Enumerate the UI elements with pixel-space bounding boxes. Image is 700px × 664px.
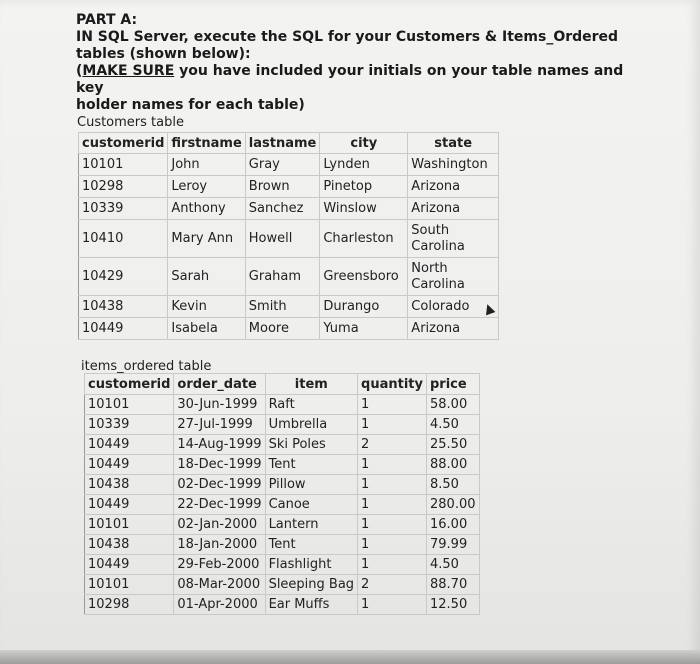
table-cell: Washington — [408, 154, 499, 176]
items-ordered-table — [84, 373, 480, 615]
table-cell: North Carolina — [408, 258, 499, 296]
table-cell: Arizona — [408, 176, 499, 198]
table-cell: 10438 — [85, 475, 174, 495]
table-cell: 1 — [358, 455, 427, 475]
table-cell: Umbrella — [265, 415, 357, 435]
table-cell: Moore — [245, 318, 320, 340]
table-cell: 4.50 — [427, 555, 480, 575]
table-cell: South Carolina — [408, 220, 499, 258]
table-cell: John — [168, 154, 245, 176]
table-cell: Tent — [265, 535, 357, 555]
table-cell: 2 — [358, 435, 427, 455]
table-cell: Sanchez — [245, 198, 320, 220]
column-header: city — [320, 133, 408, 154]
table-cell: 02-Dec-1999 — [174, 475, 265, 495]
heading-text: ( — [76, 63, 83, 79]
table-cell: 10101 — [85, 575, 174, 595]
table-cell: 10438 — [79, 296, 168, 318]
table-cell: Flashlight — [265, 555, 357, 575]
table-cell: 25.50 — [427, 435, 480, 455]
table-cell: 1 — [358, 555, 427, 575]
table-row — [85, 595, 480, 615]
table-cell: 10438 — [85, 535, 174, 555]
table-row — [85, 435, 480, 455]
heading-line: holder names for each table) — [76, 97, 305, 113]
table-cell: Kevin — [168, 296, 245, 318]
table-row — [79, 258, 499, 296]
table-cell: 29-Feb-2000 — [174, 555, 265, 575]
table-cell: 1 — [358, 415, 427, 435]
table-cell: 1 — [358, 495, 427, 515]
table-row — [85, 535, 480, 555]
make-sure-emphasis: MAKE SURE — [82, 63, 175, 79]
table-row — [79, 220, 499, 258]
customers-header-row — [79, 133, 499, 154]
items-header-row — [85, 374, 480, 395]
table-row — [79, 154, 499, 176]
column-header: customerid — [79, 133, 168, 154]
column-header: firstname — [168, 133, 245, 154]
table-cell: 14-Aug-1999 — [174, 435, 265, 455]
table-row — [85, 475, 480, 495]
table-cell: 10298 — [85, 595, 174, 615]
table-cell: Ski Poles — [265, 435, 357, 455]
table-cell: 10449 — [85, 555, 174, 575]
table-cell: 58.00 — [427, 395, 480, 415]
table-cell: Mary Ann — [168, 220, 245, 258]
table-cell: 16.00 — [427, 515, 480, 535]
table-cell: 1 — [358, 515, 427, 535]
table-cell: 1 — [358, 595, 427, 615]
table-cell: 10339 — [79, 198, 168, 220]
table-cell: Lynden — [320, 154, 408, 176]
table-cell: 18-Dec-1999 — [174, 455, 265, 475]
table-row — [85, 575, 480, 595]
column-header: lastname — [245, 133, 320, 154]
table-cell: Howell — [245, 220, 320, 258]
table-cell: Canoe — [265, 495, 357, 515]
table-cell: 10449 — [85, 495, 174, 515]
customers-caption: Customers table — [77, 115, 184, 130]
column-header: order_date — [174, 374, 265, 395]
table-row — [85, 555, 480, 575]
table-cell: Ear Muffs — [265, 595, 357, 615]
table-cell: Yuma — [320, 318, 408, 340]
table-cell: Raft — [265, 395, 357, 415]
table-row — [85, 395, 480, 415]
table-cell: Brown — [245, 176, 320, 198]
table-cell: Sarah — [168, 258, 245, 296]
column-header: item — [265, 374, 357, 395]
heading-line: tables (shown below): — [76, 46, 251, 62]
column-header: customerid — [85, 374, 174, 395]
table-row — [85, 495, 480, 515]
table-cell: 8.50 — [427, 475, 480, 495]
table-cell: 2 — [358, 575, 427, 595]
table-cell: 1 — [358, 395, 427, 415]
table-cell: 1 — [358, 535, 427, 555]
table-cell: Leroy — [168, 176, 245, 198]
instructions — [76, 12, 636, 114]
heading-line — [76, 63, 636, 97]
heading-text: you have included your initials on your table names and key — [76, 63, 624, 96]
table-cell: Isabela — [168, 318, 245, 340]
table-cell: Sleeping Bag — [265, 575, 357, 595]
table-cell: Arizona — [408, 198, 499, 220]
table-cell: 10429 — [79, 258, 168, 296]
table-cell: 79.99 — [427, 535, 480, 555]
table-cell: 10339 — [85, 415, 174, 435]
table-cell: Graham — [245, 258, 320, 296]
table-cell: 10101 — [85, 515, 174, 535]
table-cell: 12.50 — [427, 595, 480, 615]
table-row — [85, 515, 480, 535]
table-cell: Anthony — [168, 198, 245, 220]
table-cell: Colorado — [408, 296, 499, 318]
table-cell: 30-Jun-1999 — [174, 395, 265, 415]
table-cell: Charleston — [320, 220, 408, 258]
column-header: quantity — [358, 374, 427, 395]
table-cell: 10449 — [85, 435, 174, 455]
page-edge — [0, 650, 700, 664]
table-cell: 280.00 — [427, 495, 480, 515]
table-row — [85, 415, 480, 435]
table-cell: 18-Jan-2000 — [174, 535, 265, 555]
table-cell: 10101 — [85, 395, 174, 415]
table-cell: 02-Jan-2000 — [174, 515, 265, 535]
column-header: state — [408, 133, 499, 154]
table-row — [79, 176, 499, 198]
table-cell: Smith — [245, 296, 320, 318]
table-cell: Durango — [320, 296, 408, 318]
column-header: price — [427, 374, 480, 395]
table-cell: 88.00 — [427, 455, 480, 475]
table-cell: 10449 — [79, 318, 168, 340]
table-row — [85, 455, 480, 475]
table-cell: Winslow — [320, 198, 408, 220]
table-cell: 08-Mar-2000 — [174, 575, 265, 595]
items-ordered-caption: items_ordered table — [81, 359, 212, 374]
table-cell: 1 — [358, 475, 427, 495]
table-cell: Tent — [265, 455, 357, 475]
table-cell: Arizona — [408, 318, 499, 340]
table-row — [79, 296, 499, 318]
customers-table — [78, 132, 499, 340]
heading-line: IN SQL Server, execute the SQL for your Customers & Items_Ordered — [76, 29, 619, 45]
heading-part: PART A: — [76, 12, 138, 28]
table-row — [79, 318, 499, 340]
table-cell: Gray — [245, 154, 320, 176]
table-cell: 10101 — [79, 154, 168, 176]
table-cell: 27-Jul-1999 — [174, 415, 265, 435]
table-cell: Pinetop — [320, 176, 408, 198]
table-row — [79, 198, 499, 220]
table-cell: 10298 — [79, 176, 168, 198]
table-cell: Lantern — [265, 515, 357, 535]
table-cell: 10410 — [79, 220, 168, 258]
table-cell: 01-Apr-2000 — [174, 595, 265, 615]
table-cell: Greensboro — [320, 258, 408, 296]
table-cell: 4.50 — [427, 415, 480, 435]
table-cell: Pillow — [265, 475, 357, 495]
table-cell: 88.70 — [427, 575, 480, 595]
table-cell: 10449 — [85, 455, 174, 475]
table-cell: 22-Dec-1999 — [174, 495, 265, 515]
